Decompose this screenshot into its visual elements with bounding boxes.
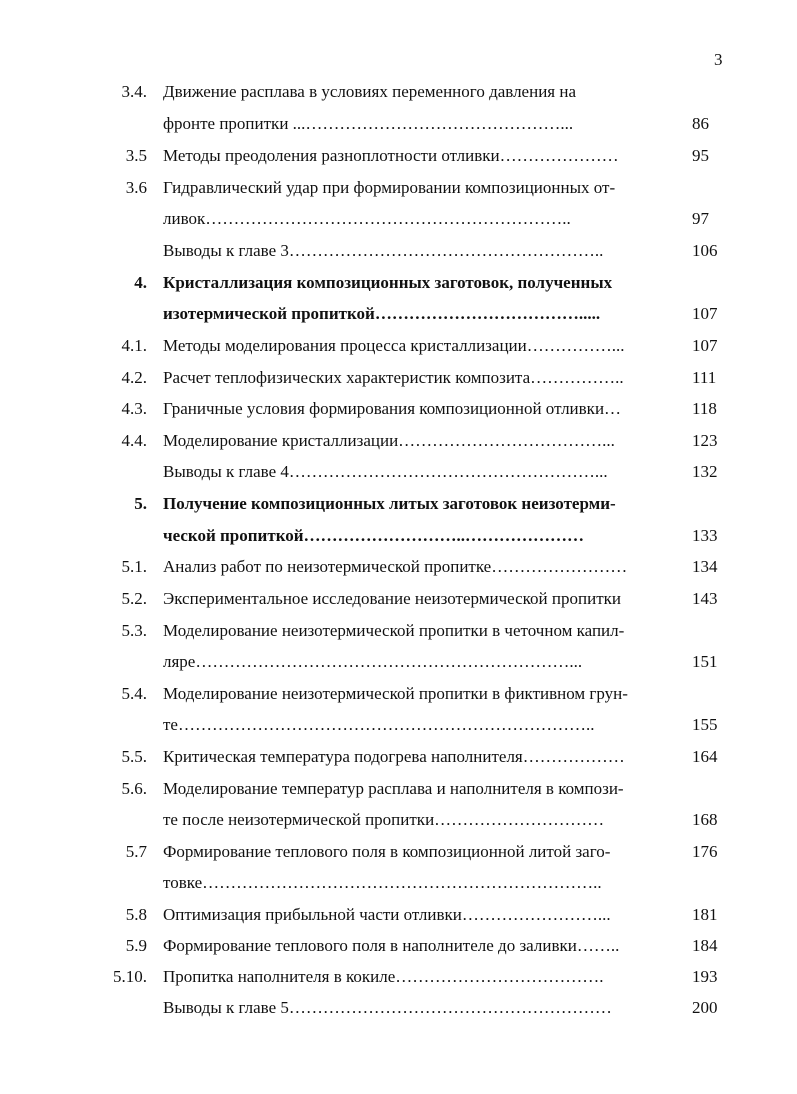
section-title-continuation: товке…………………………………………………………….. xyxy=(163,873,602,892)
section-title: Расчет теплофизических характеристик композита…………….. xyxy=(163,368,624,387)
page-ref: 200 xyxy=(692,998,718,1017)
section-title: Выводы к главе 5………………………………………………… xyxy=(163,998,612,1017)
section-number: 5.10. xyxy=(113,967,147,986)
page-ref: 123 xyxy=(692,431,718,450)
section-title: Моделирование неизотермической пропитки в фиктивном грун- xyxy=(163,684,628,703)
page-ref: 107 xyxy=(692,304,718,323)
section-number: 5.7 xyxy=(125,842,147,861)
page-ref: 132 xyxy=(692,462,718,481)
section-title: Гидравлический удар при формировании композиционных от- xyxy=(163,178,616,197)
section-title: Анализ работ по неизотермической пропитке…………………… xyxy=(163,557,628,576)
page-ref: 143 xyxy=(692,589,718,608)
section-title: Моделирование неизотермической пропитки в четочном капил- xyxy=(163,621,625,640)
page-ref: 155 xyxy=(692,715,718,734)
page-ref: 106 xyxy=(692,241,718,260)
chapter-title: Получение композиционных литых заготовок неизотерми- xyxy=(163,494,616,513)
section-title: Критическая температура подогрева наполнителя……………… xyxy=(163,747,625,766)
section-number: 3.4. xyxy=(121,82,147,101)
section-number: 5.3. xyxy=(121,621,147,640)
section-number: 5.8 xyxy=(125,905,147,924)
page-ref: 134 xyxy=(692,557,718,576)
section-title: Движение расплава в условиях переменного давления на xyxy=(163,82,577,101)
chapter-title-continuation: ческой пропиткой………………………..………………… xyxy=(163,526,585,545)
section-title: Оптимизация прибыльной части отливки……………………... xyxy=(163,905,611,924)
section-number: 3.5 xyxy=(125,146,147,165)
section-number: 5.2. xyxy=(121,589,147,608)
section-title-continuation: те……………………………………………………………….. xyxy=(163,715,595,734)
section-title-continuation: те после неизотермической пропитки………………………… xyxy=(163,810,605,829)
page-ref: 97 xyxy=(692,209,709,228)
page-ref: 86 xyxy=(692,114,709,133)
section-number: 4.3. xyxy=(121,399,147,418)
section-title: Экспериментальное исследование неизотермической пропитки xyxy=(163,589,621,608)
section-number: 5.1. xyxy=(121,557,147,576)
section-title: Методы преодоления разноплотности отливки………………… xyxy=(163,146,619,165)
page-ref: 111 xyxy=(692,368,717,387)
section-title: Выводы к главе 3……………………………………………….. xyxy=(163,241,604,260)
section-title: Пропитка наполнителя в кокиле………………………………. xyxy=(163,967,604,986)
section-title: Выводы к главе 4………………………………………………... xyxy=(163,462,608,481)
page-number: 3 xyxy=(714,50,723,69)
section-number: 5.4. xyxy=(121,684,147,703)
page-ref: 164 xyxy=(692,747,718,766)
page-ref: 118 xyxy=(692,399,717,418)
section-title: Моделирование температур расплава и наполнителя в компози- xyxy=(163,779,624,798)
section-number: 4.4. xyxy=(121,431,147,450)
section-title: Формирование теплового поля в наполнителе до заливки…….. xyxy=(163,936,620,955)
chapter-title: Кристаллизация композиционных заготовок, полученных xyxy=(163,273,613,292)
chapter-number: 5. xyxy=(134,494,147,513)
page-ref: 193 xyxy=(692,967,718,986)
page-ref: 95 xyxy=(692,146,709,165)
section-number: 5.6. xyxy=(121,779,147,798)
section-number: 4.1. xyxy=(121,336,147,355)
page-ref: 184 xyxy=(692,936,718,955)
page-ref: 176 xyxy=(692,842,718,861)
section-title: Граничные условия формирования композиционной отливки… xyxy=(163,399,622,418)
section-title: Методы моделирования процесса кристаллизации……………... xyxy=(163,336,625,355)
section-title: Моделирование кристаллизации………………………………... xyxy=(163,431,615,450)
section-number: 5.5. xyxy=(121,747,147,766)
section-number: 4.2. xyxy=(121,368,147,387)
section-title-continuation: ляре…………………………………………………………... xyxy=(163,652,583,671)
page-ref: 181 xyxy=(692,905,718,924)
section-number: 5.9 xyxy=(125,936,147,955)
page-ref: 151 xyxy=(692,652,718,671)
page-ref: 107 xyxy=(692,336,718,355)
section-number: 3.6 xyxy=(125,178,147,197)
section-title: Формирование теплового поля в композиционной литой заго- xyxy=(163,842,611,861)
chapter-number: 4. xyxy=(134,273,147,292)
section-title-continuation: ливок……………………………………………………….. xyxy=(163,209,571,228)
chapter-title-continuation: изотермической пропиткой………………………………..... xyxy=(163,304,601,323)
page-ref: 168 xyxy=(692,810,718,829)
section-title-continuation: фронте пропитки ...………………………………………... xyxy=(163,114,574,133)
page-ref: 133 xyxy=(692,526,718,545)
